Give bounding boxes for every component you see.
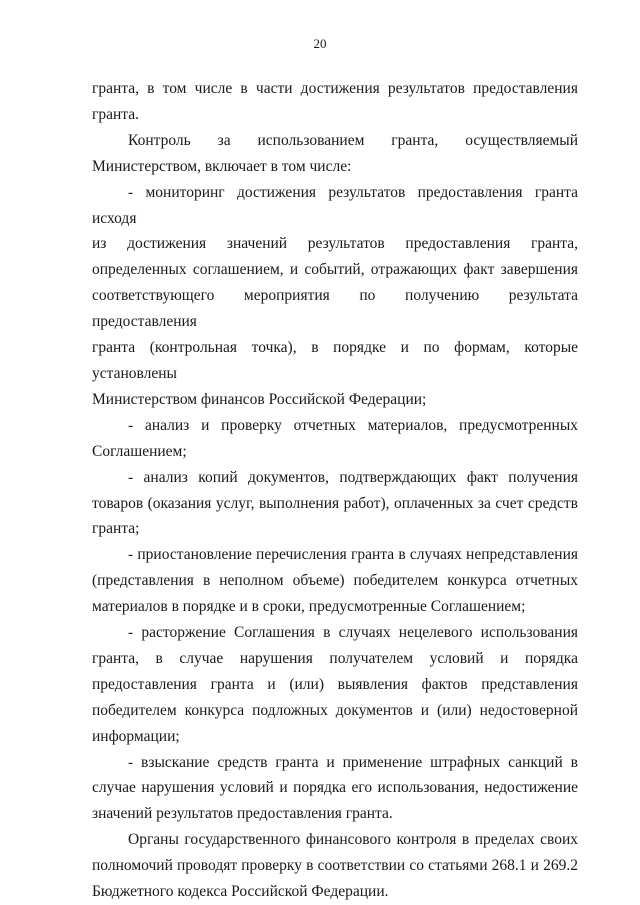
paragraph [92, 413, 578, 465]
paragraph [92, 542, 578, 620]
text-line: гранта; [92, 520, 140, 538]
paragraph [92, 620, 578, 750]
text-line: значений результатов предоставления гранта. [92, 805, 393, 823]
text-line: - расторжение Соглашения в случаях нецелевого использования [128, 624, 578, 642]
text-line: Органы государственного финансового контроля в пределах своих [128, 831, 578, 849]
text-line: материалов в порядке и в сроки, предусмотренные Соглашением; [92, 598, 526, 616]
text-line: гранта (контрольная точка), в порядке и по формам, которые установлены [92, 339, 578, 382]
text-line: Соглашением; [92, 442, 187, 460]
text-line: - анализ и проверку отчетных материалов, предусмотренных [128, 416, 578, 434]
text-line: Министерством финансов Российской Федерации; [92, 390, 427, 408]
text-line: из достижения значений результатов предоставления гранта, [92, 235, 578, 253]
text-line: гранта. [92, 105, 139, 123]
paragraph [92, 76, 578, 128]
text-line: Контроль за использованием гранта, осуществляемый [128, 131, 578, 149]
page-number: 20 [313, 36, 327, 51]
text-line: Бюджетного кодекса Российской Федерации. [92, 883, 389, 901]
text-line: определенных соглашением, и событий, отражающих факт завершения [92, 261, 578, 279]
text-line: случае нарушения условий и порядка его использования, недостижение [92, 779, 578, 797]
text-line: информации; [92, 727, 180, 745]
text-line: гранта, в случае нарушения получателем условий и порядка [92, 649, 578, 667]
text-line: полномочий проводят проверку в соответствии со статьями 268.1 и 269.2 [92, 857, 578, 875]
paragraph [92, 180, 578, 413]
text-line: соответствующего мероприятия по получению результата предоставления [92, 287, 578, 331]
paragraph [92, 827, 578, 905]
text-line: гранта, в том числе в части достижения результатов предоставления [92, 80, 578, 97]
document-body [92, 76, 578, 905]
text-line: предоставления гранта и (или) выявления фактов представления [92, 675, 578, 693]
text-line: - взыскание средств гранта и применение штрафных санкций в [128, 753, 578, 771]
paragraph [92, 128, 578, 180]
text-line: - приостановление перечисления гранта в случаях непредставления [128, 546, 578, 564]
text-line: победителем конкурса подложных документов и (или) недостоверной [92, 701, 578, 719]
text-line: - анализ копий документов, подтверждающих факт получения [128, 468, 578, 486]
paragraph [92, 465, 578, 543]
text-line: товаров (оказания услуг, выполнения работ), оплаченных за счет средств [92, 494, 578, 512]
text-line: - мониторинг достижения результатов предоставления гранта исходя [92, 183, 578, 227]
paragraph [92, 750, 578, 828]
text-line: (представления в неполном объеме) победителем конкурса отчетных [92, 572, 578, 590]
text-line: Министерством, включает в том числе: [92, 157, 352, 175]
